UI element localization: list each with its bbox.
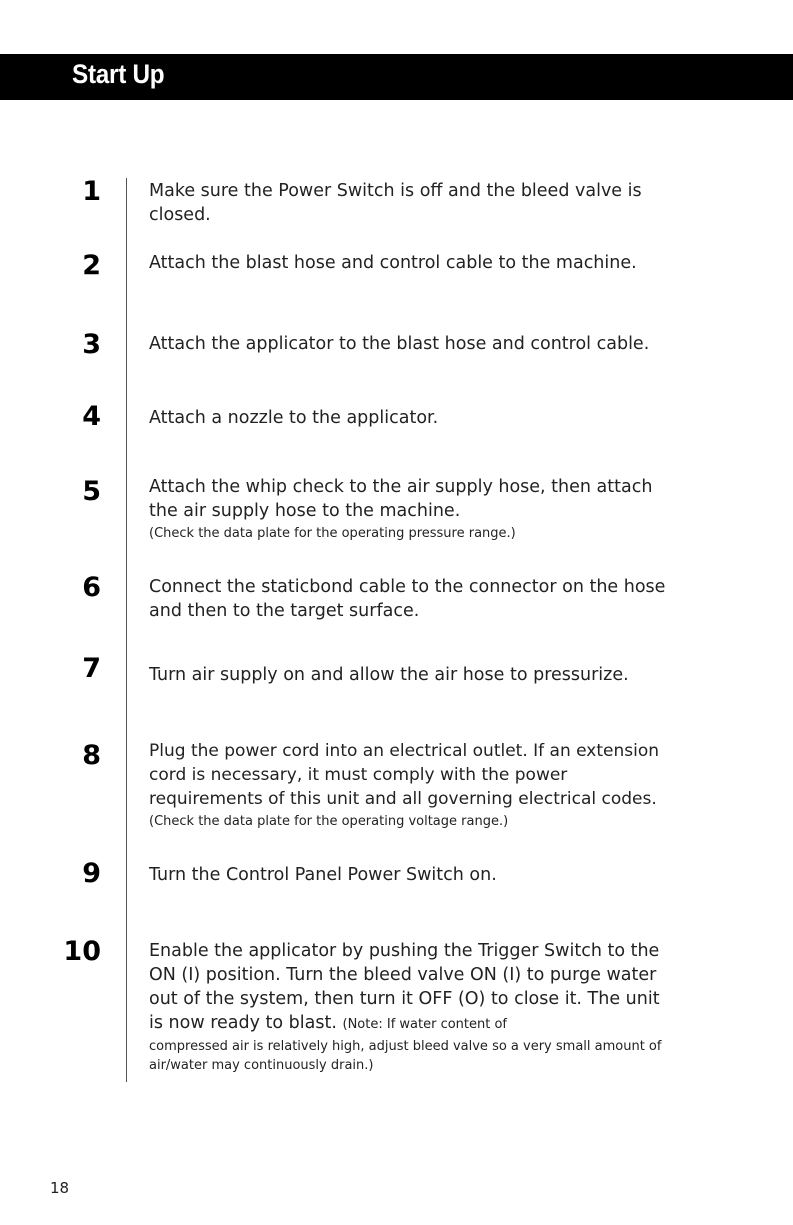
step-note-inline: (Note: If water content of (342, 1017, 508, 1032)
step-text (149, 739, 669, 833)
step-divider-line (126, 178, 127, 1082)
step-number: 2 (82, 250, 101, 281)
step-number: 8 (82, 740, 101, 771)
page-number: 18 (50, 1179, 70, 1197)
step-note-continued: compressed air is relatively high, adjust bleed valve so a very small amount of air/water may continuously drain.) (149, 1039, 662, 1073)
header-bar (0, 54, 793, 100)
step-number: 1 (82, 176, 101, 207)
step-text (149, 939, 664, 1075)
step-text-main: Enable the applicator by pushing the Trigger Switch to the ON (I) position. Turn the bleed valve ON (I) to purge water out of the system, then turn it OFF (O) to close it. The unit is now ready to blast. (149, 941, 660, 1033)
step-number: 7 (82, 653, 101, 684)
step-note: (Check the data plate for the operating voltage range.) (149, 814, 509, 829)
step-number: 10 (63, 936, 101, 967)
step-text: Attach the applicator to the blast hose and control cable. (149, 334, 650, 354)
step-text: Turn the Control Panel Power Switch on. (149, 865, 497, 885)
step-number: 5 (82, 476, 101, 507)
step-text: Attach the blast hose and control cable to the machine. (149, 253, 637, 273)
page-title: Start Up (72, 59, 165, 89)
step-text: Turn air supply on and allow the air hose to pressurize. (149, 665, 629, 685)
step-number: 9 (82, 858, 101, 889)
step-text-main: Attach the whip check to the air supply hose, then attach the air supply hose to the machine. (149, 477, 653, 521)
step-text: Attach a nozzle to the applicator. (149, 408, 439, 428)
step-number: 4 (82, 401, 101, 432)
step-number: 3 (82, 329, 101, 360)
step-text: Connect the staticbond cable to the connector on the hose and then to the target surface. (149, 577, 666, 621)
step-text (149, 475, 669, 545)
step-text-main: Plug the power cord into an electrical outlet. If an extension cord is necessary, it must comply with the power requirements of this unit and all governing electrical codes. (149, 741, 660, 809)
step-note: (Check the data plate for the operating pressure range.) (149, 526, 516, 541)
step-number: 6 (82, 572, 101, 603)
step-text: Make sure the Power Switch is off and the bleed valve is closed. (149, 181, 642, 225)
